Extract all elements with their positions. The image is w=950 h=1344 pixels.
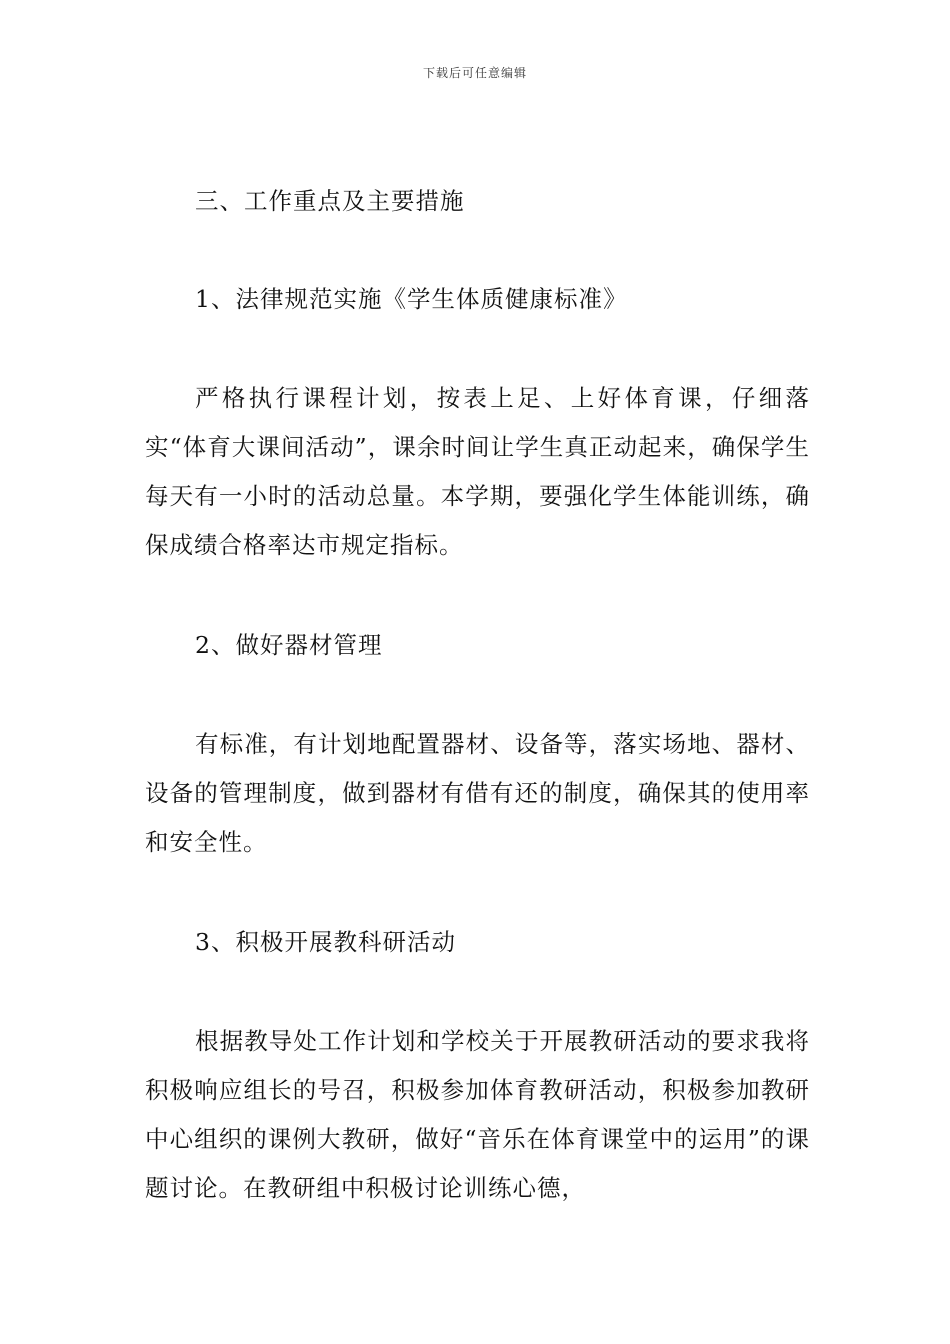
section-title: 三、工作重点及主要措施	[195, 187, 465, 215]
item-1-title: 1、法律规范实施《学生体质健康标准》	[195, 285, 628, 313]
item-3-paragraph: 根据教导处工作计划和学校关于开展教研活动的要求我将积极响应组长的号召，积极参加体育教研活动，积极参加教研中心组织的课例大教研，做好“音乐在体育课堂中的运用”的课题讨论。在教研组中积极讨论训练心德，	[145, 1027, 810, 1202]
item-1-paragraph: 严格执行课程计划，按表上足、上好体育课，仔细落实“体育大课间活动”，课余时间让学生真正动起来，确保学生每天有一小时的活动总量。本学期，要强化学生体能训练，确保成绩合格率达市规定指标。	[145, 384, 810, 559]
item-3-title: 3、积极开展教科研活动	[195, 928, 456, 956]
item-2-paragraph: 有标准，有计划地配置器材、设备等，落实场地、器材、设备的管理制度，做到器材有借有还的制度，确保其的使用率和安全性。	[145, 730, 810, 856]
item-2-title: 2、做好器材管理	[195, 631, 383, 659]
page-header-note: 下载后可任意编辑	[422, 66, 527, 80]
document-body	[145, 178, 810, 1213]
